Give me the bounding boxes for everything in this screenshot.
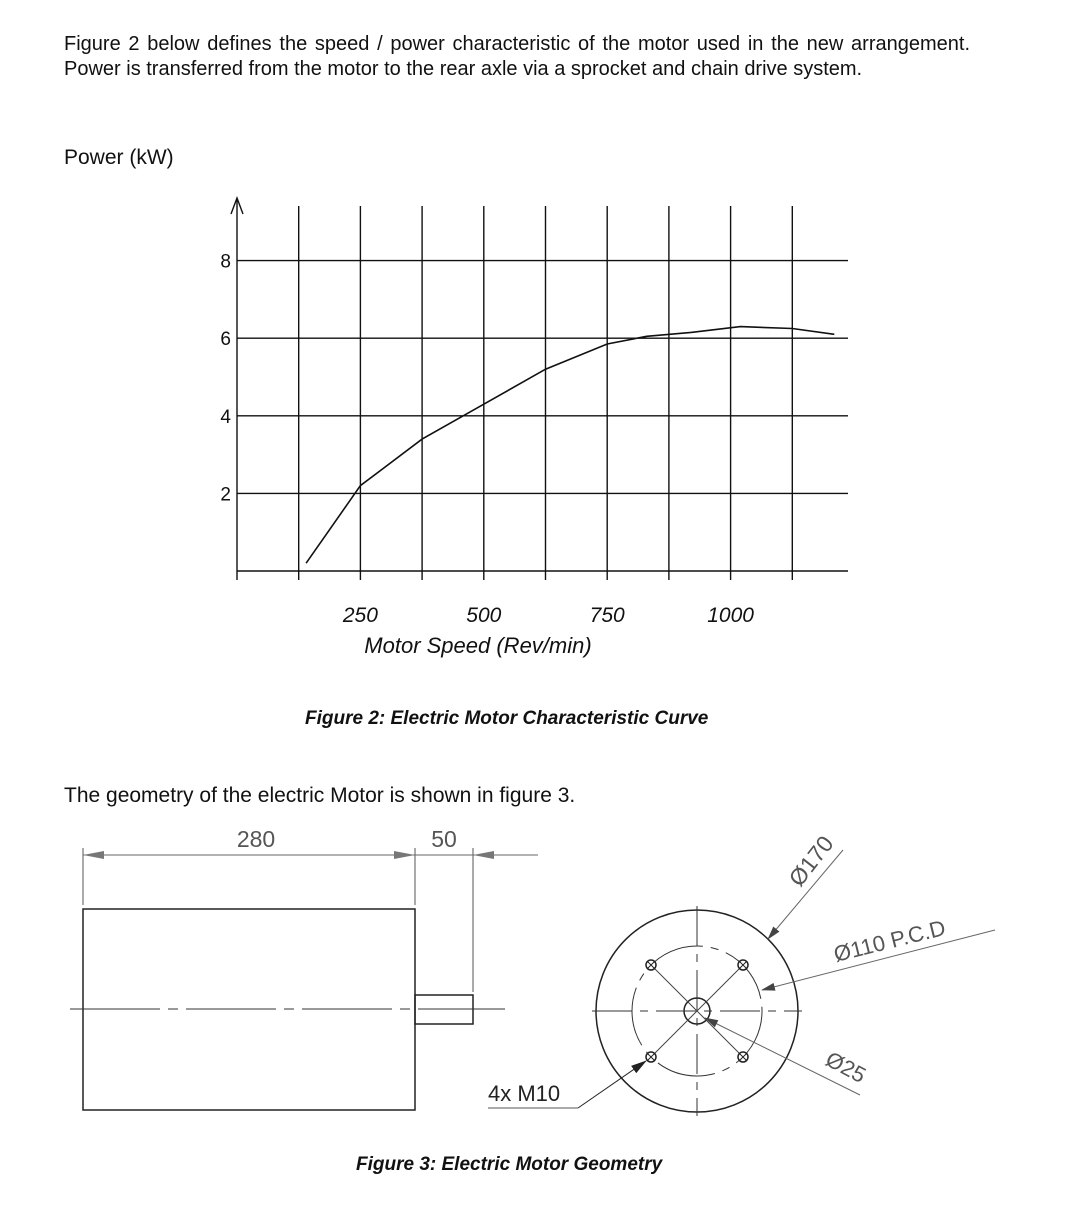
outer-diameter-label: Ø170 — [783, 830, 839, 892]
dimension-280-label: 280 — [236, 826, 276, 852]
bolts-label: 4x M10 — [488, 1081, 561, 1106]
dim-arrow-left — [83, 851, 104, 859]
bolt-hole-top-left — [646, 960, 656, 970]
bolt-hole-bottom-right — [738, 1052, 748, 1062]
dim-arrow-mid-left — [394, 851, 415, 859]
shaft-diameter-label: Ø25 — [821, 1046, 871, 1088]
y-tick-label: 6 — [220, 329, 231, 351]
pcd-label: Ø110 P.C.D — [831, 914, 948, 967]
y-tick-label: 8 — [220, 251, 231, 273]
y-tick-label: 4 — [220, 406, 231, 428]
figure2-caption: Figure 2: Electric Motor Characteristic Curve — [305, 708, 709, 729]
geometry-paragraph: The geometry of the electric Motor is shown in figure 3. — [64, 784, 576, 807]
dimension-50-label: 50 — [431, 826, 457, 852]
x-tick-label: 1000 — [707, 604, 754, 627]
bolt-hole-top-right — [738, 960, 748, 970]
figure3-caption: Figure 3: Electric Motor Geometry — [356, 1154, 663, 1175]
leader-bolts — [578, 1061, 646, 1108]
motor-end-view — [592, 906, 802, 1116]
x-axis-title: Motor Speed (Rev/min) — [364, 633, 592, 658]
x-tick-label: 750 — [589, 604, 625, 627]
chart-y-axis-label: Power (kW) — [64, 146, 174, 169]
bolt-hole-bottom-left — [646, 1052, 656, 1062]
x-tick-label: 250 — [342, 604, 378, 627]
intro-text: Figure 2 below defines the speed / power characteristic of the motor used in the new arrangement. Power is transferred from the motor to the rear axle via a sprocket and chain drive system. — [64, 33, 970, 80]
y-tick-label: 2 — [220, 484, 231, 506]
x-tick-label: 500 — [466, 604, 502, 627]
dim-arrow-right — [473, 851, 494, 859]
